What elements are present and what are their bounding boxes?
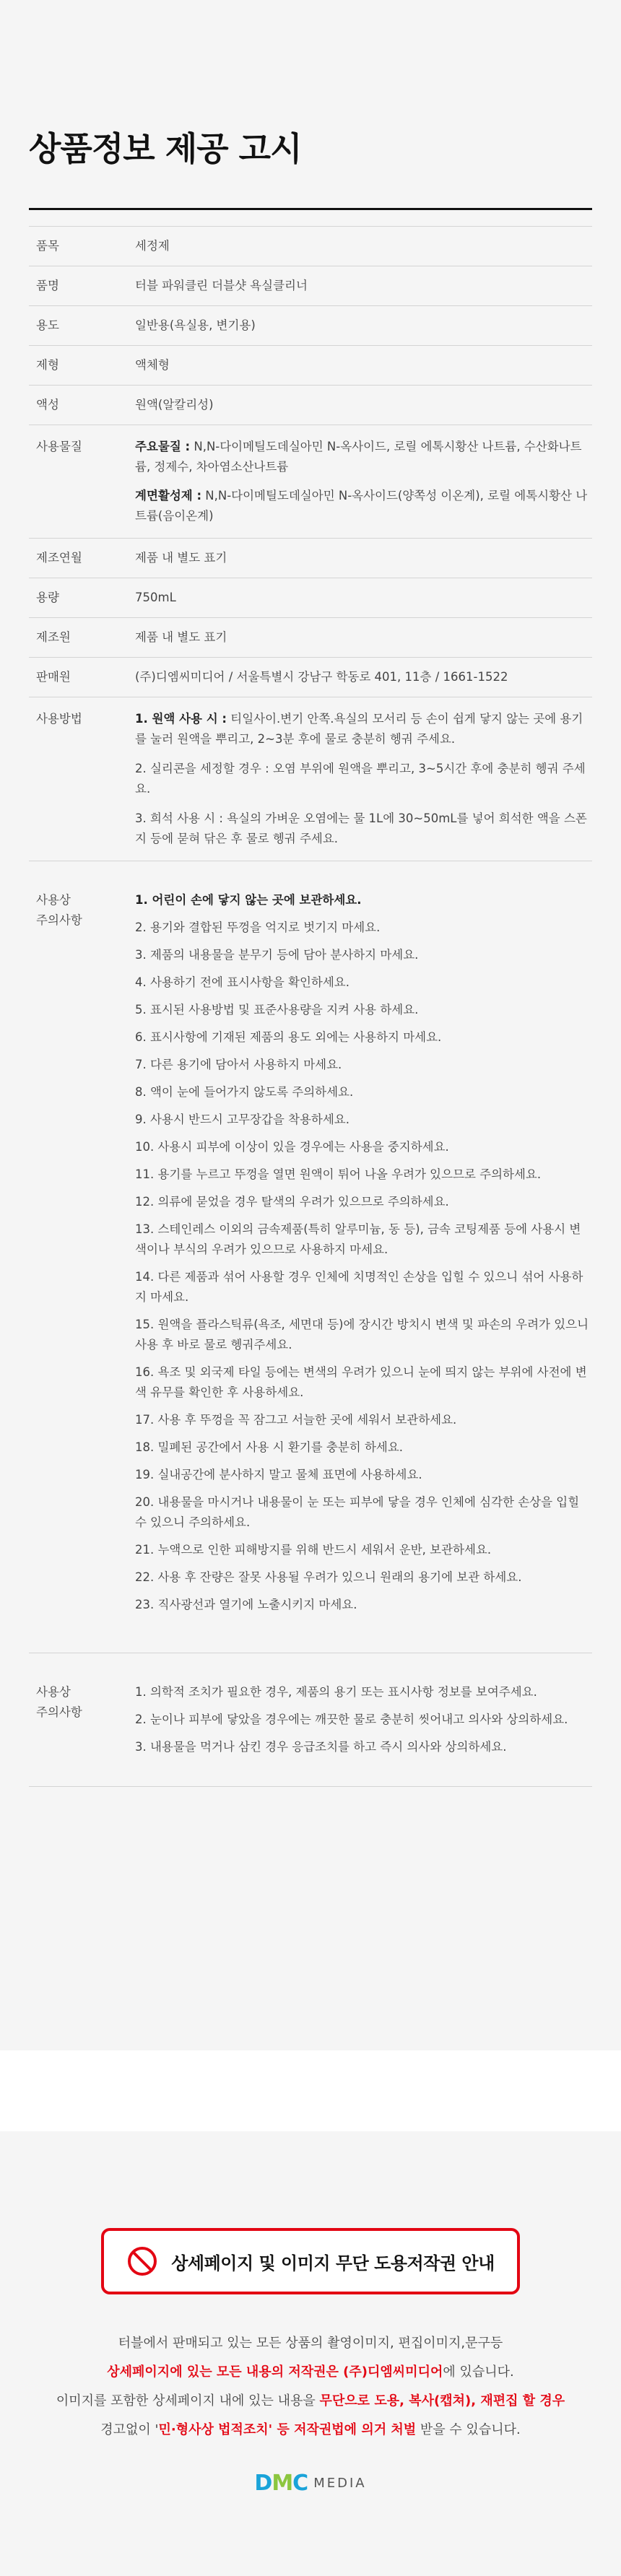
row-value: 세정제 xyxy=(135,227,592,266)
row-value xyxy=(135,425,592,539)
row-label-line: 사용상 xyxy=(36,1685,71,1699)
row-label: 품목 xyxy=(29,227,135,266)
list-item: 20. 내용물을 마시거나 내용물이 눈 또는 피부에 닿을 경우 인체에 심각한 손상을 입힐 수 있으니 주의하세요. xyxy=(135,1495,580,1529)
list-item: 12. 의류에 묻었을 경우 탈색의 우려가 있으므로 주의하세요. xyxy=(135,1195,449,1209)
row-label xyxy=(29,1653,135,1787)
row-value: 제품 내 별도 표기 xyxy=(135,539,592,578)
list-item: 17. 사용 후 뚜껑을 꼭 잠그고 서늘한 곳에 세워서 보관하세요. xyxy=(135,1413,457,1427)
no-entry-icon xyxy=(126,2245,158,2277)
row-label-line: 사용상 xyxy=(36,893,71,907)
list-item: 18. 밀폐된 공간에서 사용 시 환기를 충분히 하세요. xyxy=(135,1440,404,1454)
notice-line xyxy=(0,2416,621,2445)
row-label: 제형 xyxy=(29,346,135,386)
list-item: 3. 제품의 내용물을 분무기 등에 담아 분사하지 마세요. xyxy=(135,948,419,962)
row-value: 제품 내 별도 표기 xyxy=(135,618,592,658)
list-item xyxy=(135,759,592,799)
copyright-notice-section xyxy=(0,2131,621,2576)
list-item: 10. 사용시 피부에 이상이 있을 경우에는 사용을 중지하세요. xyxy=(135,1140,449,1154)
dmc-logo xyxy=(254,2471,308,2496)
row-label xyxy=(29,861,135,1653)
list-item: 11. 용기를 누르고 뚜껑을 열면 원액이 튀어 나올 우려가 있으므로 주의하세요. xyxy=(135,1167,542,1181)
list-item: 16. 욕조 및 외국제 타일 등에는 변색의 우려가 있으니 눈에 띄지 않는 부위에 사전에 변색 유무를 확인한 후 사용하세요. xyxy=(135,1365,587,1399)
howto-item-text: 3. 희석 사용 시 : 욕실의 가벼운 오염에는 물 1L에 30~50mL를 넣어 희석한 액을 스폰지 등에 묻혀 닦은 후 물로 헹궈 주세요. xyxy=(135,811,587,845)
notice-line xyxy=(0,2358,621,2387)
row-value: (주)디엠씨미디어 / 서울특별시 강남구 학동로 401, 11층 / 1661-1522 xyxy=(135,658,592,697)
howto-item-text: 2. 실리콘을 세정할 경우 : 오염 부위에 원액을 뿌리고, 3~5시간 후에 충분히 헹궈 주세요. xyxy=(135,762,586,796)
main-substances xyxy=(135,437,592,477)
caution-item-bold: 1. 어린이 손에 닿지 않는 곳에 보관하세요. xyxy=(135,893,362,907)
row-value: 원액(알칼리성) xyxy=(135,386,592,425)
table-row xyxy=(29,266,592,306)
list-item: 23. 직사광선과 열기에 노출시키지 마세요. xyxy=(135,1598,357,1611)
brand-logo xyxy=(0,2471,621,2496)
caution-list xyxy=(135,890,592,1615)
row-value: 일반용(욕실용, 변기용) xyxy=(135,306,592,346)
spec-table xyxy=(29,226,592,1787)
list-item: 3. 내용물을 먹거나 삼킨 경우 응급조치를 하고 즉시 의사와 상의하세요. xyxy=(135,1740,507,1754)
section-gap xyxy=(0,2050,621,2131)
table-row xyxy=(29,227,592,266)
row-label-line: 주의사항 xyxy=(36,913,82,927)
list-item: 9. 사용시 반드시 고무장갑을 착용하세요. xyxy=(135,1113,349,1126)
howto-item-title: 1. 원액 사용 시 : xyxy=(135,712,227,726)
row-value: 750mL xyxy=(135,578,592,618)
list-item: 13. 스테인레스 이외의 금속제품(특히 알루미늄, 동 등), 금속 코팅제품 등에 사용시 변색이나 부식의 우려가 있으므로 사용하지 마세요. xyxy=(135,1222,581,1256)
list-item: 15. 원액을 플라스틱류(욕조, 세면대 등)에 장시간 방치시 변색 및 파손의 우려가 있으니 사용 후 바로 물로 헹궈주세요. xyxy=(135,1318,589,1352)
table-row xyxy=(29,386,592,425)
table-row xyxy=(29,425,592,539)
list-item: 2. 눈이나 피부에 닿았을 경우에는 깨끗한 물로 충분히 씻어내고 의사와 상의하세요. xyxy=(135,1713,568,1726)
table-row xyxy=(29,618,592,658)
surfactants xyxy=(135,486,592,526)
row-label: 제조연월 xyxy=(29,539,135,578)
row-label: 제조원 xyxy=(29,618,135,658)
table-row xyxy=(29,578,592,618)
list-item: 19. 실내공간에 분사하지 말고 물체 표면에 사용하세요. xyxy=(135,1468,422,1481)
main-substances-label: 주요물질 : xyxy=(135,440,191,453)
logo-letter: C xyxy=(292,2471,308,2496)
notice-text: 경고없이 ' xyxy=(100,2422,159,2437)
list-item: 5. 표시된 사용방법 및 표준사용량을 지켜 사용 하세요. xyxy=(135,1003,419,1017)
row-value: 터블 파워클린 더블샷 욕실클리너 xyxy=(135,266,592,306)
row-label: 품명 xyxy=(29,266,135,306)
list-item xyxy=(135,890,592,910)
notice-highlight: 상세페이지에 있는 모든 내용의 저작권은 (주)디엠씨미디어 xyxy=(107,2364,443,2380)
table-row xyxy=(29,306,592,346)
list-item xyxy=(135,709,592,749)
howto-item-text: 티일사이.변기 안쪽.욕실의 모서리 등 손이 쉽게 닿지 않는 곳에 용기를 눌러 원액을 뿌리고, 2~3분 후에 물로 충분히 헹궈 주세요. xyxy=(135,712,583,746)
list-item: 7. 다른 용기에 담아서 사용하지 마세요. xyxy=(135,1058,342,1071)
copyright-notice-box xyxy=(101,2228,520,2294)
main-substances-value: N,N-다이메틸도데실아민 N-옥사이드, 로릴 에톡시황산 나트륨, 수산화나트륨, 정제수, 차아염소산나트륨 xyxy=(135,440,582,474)
list-item: 21. 누액으로 인한 피해방지를 위해 반드시 세워서 운반, 보관하세요. xyxy=(135,1543,492,1557)
row-value xyxy=(135,697,592,861)
surfactants-value: N,N-다이메틸도데실아민 N-옥사이드(양쪽성 이온계), 로릴 에톡시황산 나트륨(음이온계) xyxy=(135,489,588,523)
notice-text: 에 있습니다. xyxy=(443,2364,514,2380)
row-label: 판매원 xyxy=(29,658,135,697)
copyright-notice-title: 상세페이지 및 이미지 무단 도용저작권 안내 xyxy=(171,2253,495,2273)
row-label: 사용방법 xyxy=(29,697,135,861)
list-item: 1. 의학적 조치가 필요한 경우, 제품의 용기 또는 표시사항 정보를 보여주세요. xyxy=(135,1685,537,1699)
copyright-notice-text xyxy=(0,2329,621,2445)
notice-text: 터블에서 판매되고 있는 모든 상품의 촬영이미지, 편집이미지,문구등 xyxy=(118,2336,503,2351)
logo-letter: M xyxy=(272,2471,293,2496)
logo-letter: D xyxy=(254,2471,272,2496)
list-item: 4. 사용하기 전에 표시사항을 확인하세요. xyxy=(135,975,349,989)
row-label: 사용물질 xyxy=(29,425,135,539)
list-item xyxy=(135,809,592,849)
list-item: 6. 표시사항에 기재된 제품의 용도 외에는 사용하지 마세요. xyxy=(135,1030,442,1044)
row-value: 액체형 xyxy=(135,346,592,386)
notice-highlight: 무단으로 도용, 복사(캡쳐), 재편집 할 경우 xyxy=(319,2393,565,2409)
surfactants-label: 계면활성제 : xyxy=(135,489,202,502)
emergency-list xyxy=(135,1682,592,1757)
list-item: 22. 사용 후 잔량은 잘못 사용될 우려가 있으니 원래의 용기에 보관 하세요. xyxy=(135,1570,522,1584)
row-label: 용도 xyxy=(29,306,135,346)
notice-line xyxy=(0,2387,621,2416)
row-value xyxy=(135,1653,592,1787)
notice-text: 이미지를 포함한 상세페이지 내에 있는 내용을 xyxy=(56,2393,320,2409)
row-value xyxy=(135,861,592,1653)
notice-highlight: 민·형사상 법적조치' 등 저작권법에 의거 처벌 xyxy=(158,2422,417,2437)
brand-media-text: MEDIA xyxy=(313,2476,367,2491)
table-row xyxy=(29,346,592,386)
row-label: 용량 xyxy=(29,578,135,618)
row-label: 액성 xyxy=(29,386,135,425)
notice-line xyxy=(0,2329,621,2358)
table-row xyxy=(29,658,592,697)
table-row xyxy=(29,697,592,861)
list-item: 8. 액이 눈에 들어가지 않도록 주의하세요. xyxy=(135,1085,354,1099)
page-title: 상품정보 제공 고시 xyxy=(29,123,592,210)
list-item: 2. 용기와 결합된 뚜껑을 억지로 벗기지 마세요. xyxy=(135,921,381,934)
notice-text: 받을 수 있습니다. xyxy=(416,2422,521,2437)
howto-list xyxy=(135,709,592,849)
row-label-line: 주의사항 xyxy=(36,1705,82,1719)
table-row xyxy=(29,861,592,1653)
table-row xyxy=(29,1653,592,1787)
table-row xyxy=(29,539,592,578)
list-item: 14. 다른 제품과 섞어 사용할 경우 인체에 치명적인 손상을 입힐 수 있으니 섞어 사용하지 마세요. xyxy=(135,1270,583,1304)
